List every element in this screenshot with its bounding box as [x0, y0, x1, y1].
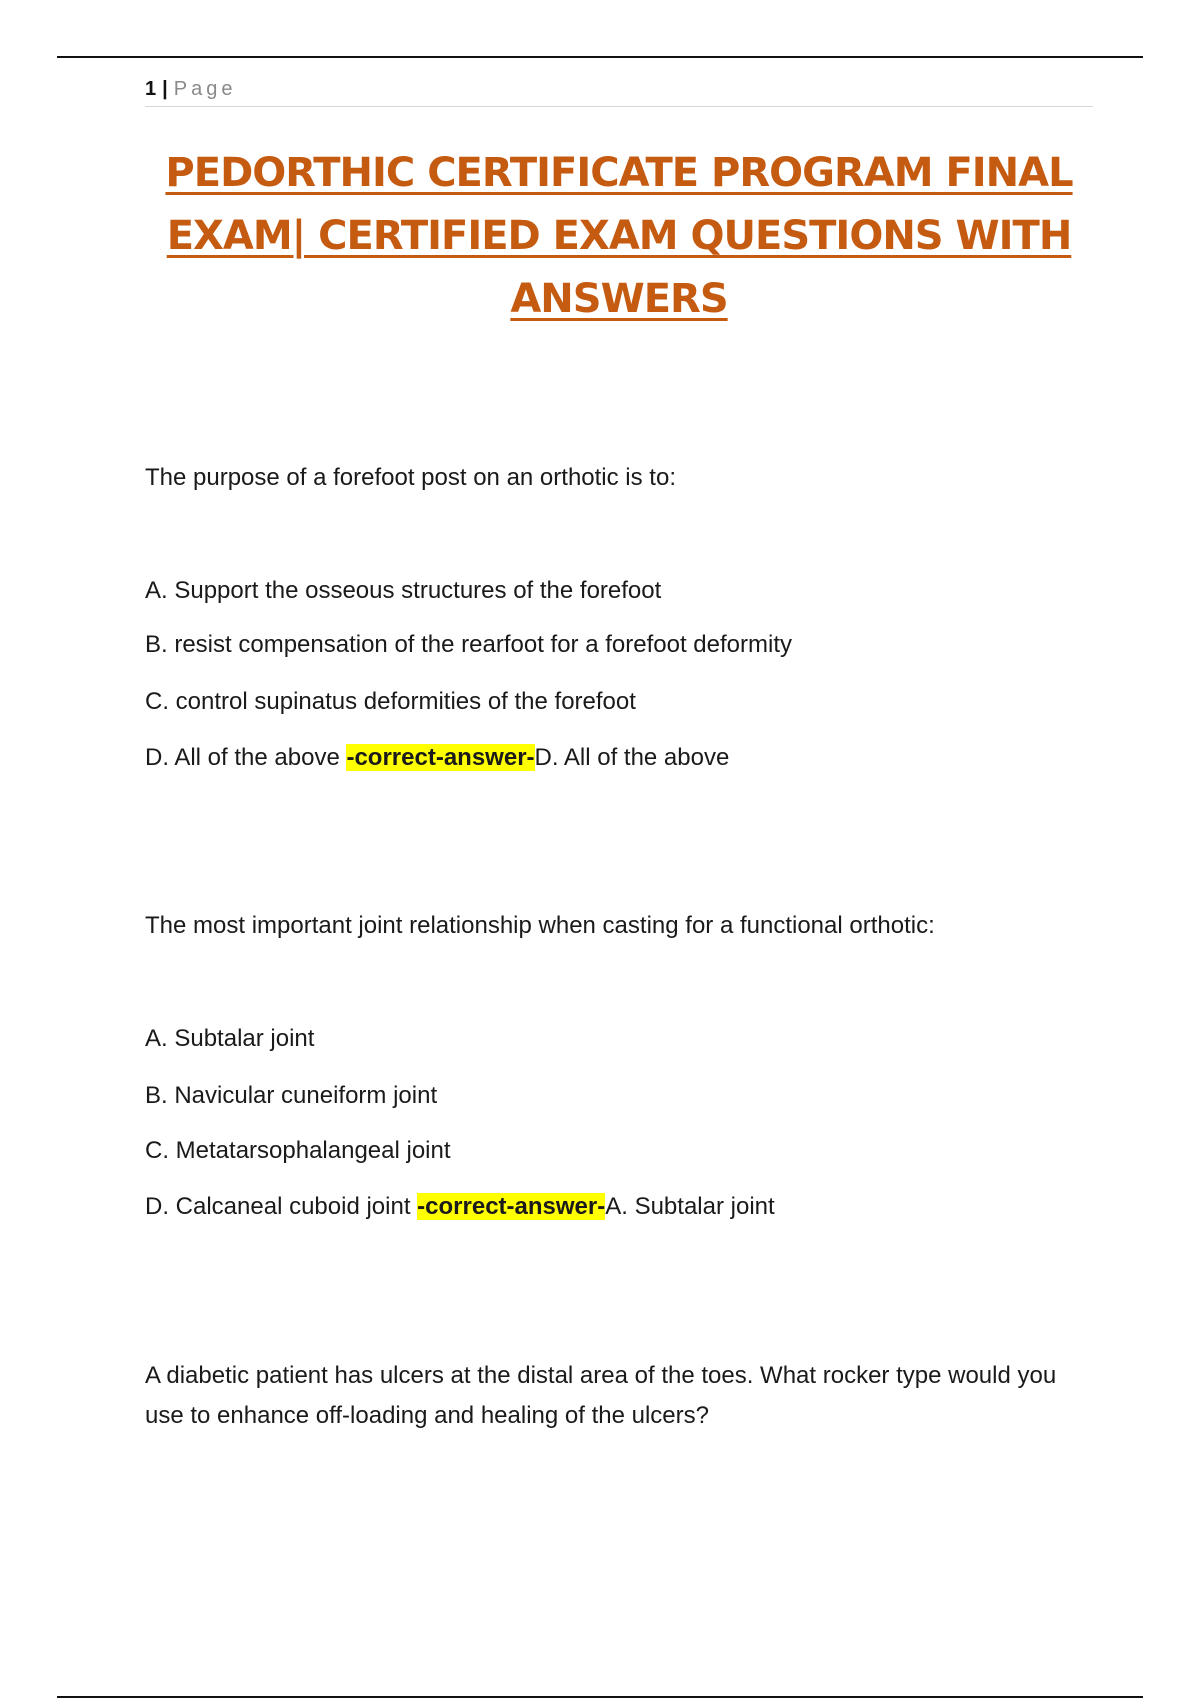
bottom-rule	[57, 1696, 1143, 1698]
top-rule	[57, 56, 1143, 58]
question-2-option-d: D. Calcaneal cuboid joint	[145, 1193, 411, 1220]
question-1-answer: D. All of the above	[534, 744, 730, 771]
page-label: Page	[173, 77, 237, 100]
page-header	[145, 72, 1093, 107]
question-3-text: A diabetic patient has ulcers at the distal area of the toes. What rocker type would you use to enhance off-loading and healing of the ulcers?	[145, 1362, 1057, 1429]
question-2-option-d-line	[145, 1190, 1095, 1224]
question-1-option-d: D. All of the above	[145, 744, 340, 771]
question-2-answer-marker: -correct-answer-	[417, 1193, 606, 1220]
question-1-answer-marker: -correct-answer-	[346, 744, 535, 771]
question-2-answer: A. Subtalar joint	[605, 1193, 775, 1220]
page-number: 1	[145, 77, 157, 100]
question-2-option-b: B. Navicular cuneiform joint	[145, 1082, 438, 1109]
question-1-option-a: A. Support the osseous structures of the forefoot	[145, 577, 662, 604]
question-2-text: The most important joint relationship when casting for a functional orthotic:	[145, 912, 935, 939]
question-1-text: The purpose of a forefoot post on an orthotic is to:	[145, 464, 676, 491]
question-2-option-a: A. Subtalar joint	[145, 1025, 315, 1052]
question-1-option-b: B. resist compensation of the rearfoot for a forefoot deformity	[145, 631, 792, 658]
question-1-option-d-line	[145, 741, 1095, 775]
question-2-option-c: C. Metatarsophalangeal joint	[145, 1137, 451, 1164]
question-1-option-c: C. control supinatus deformities of the forefoot	[145, 688, 636, 715]
page-separator: |	[162, 77, 168, 100]
document-title: PEDORTHIC CERTIFICATE PROGRAM FINAL EXAM| CERTIFIED EXAM QUESTIONS WITH ANSWERS	[165, 150, 1073, 322]
